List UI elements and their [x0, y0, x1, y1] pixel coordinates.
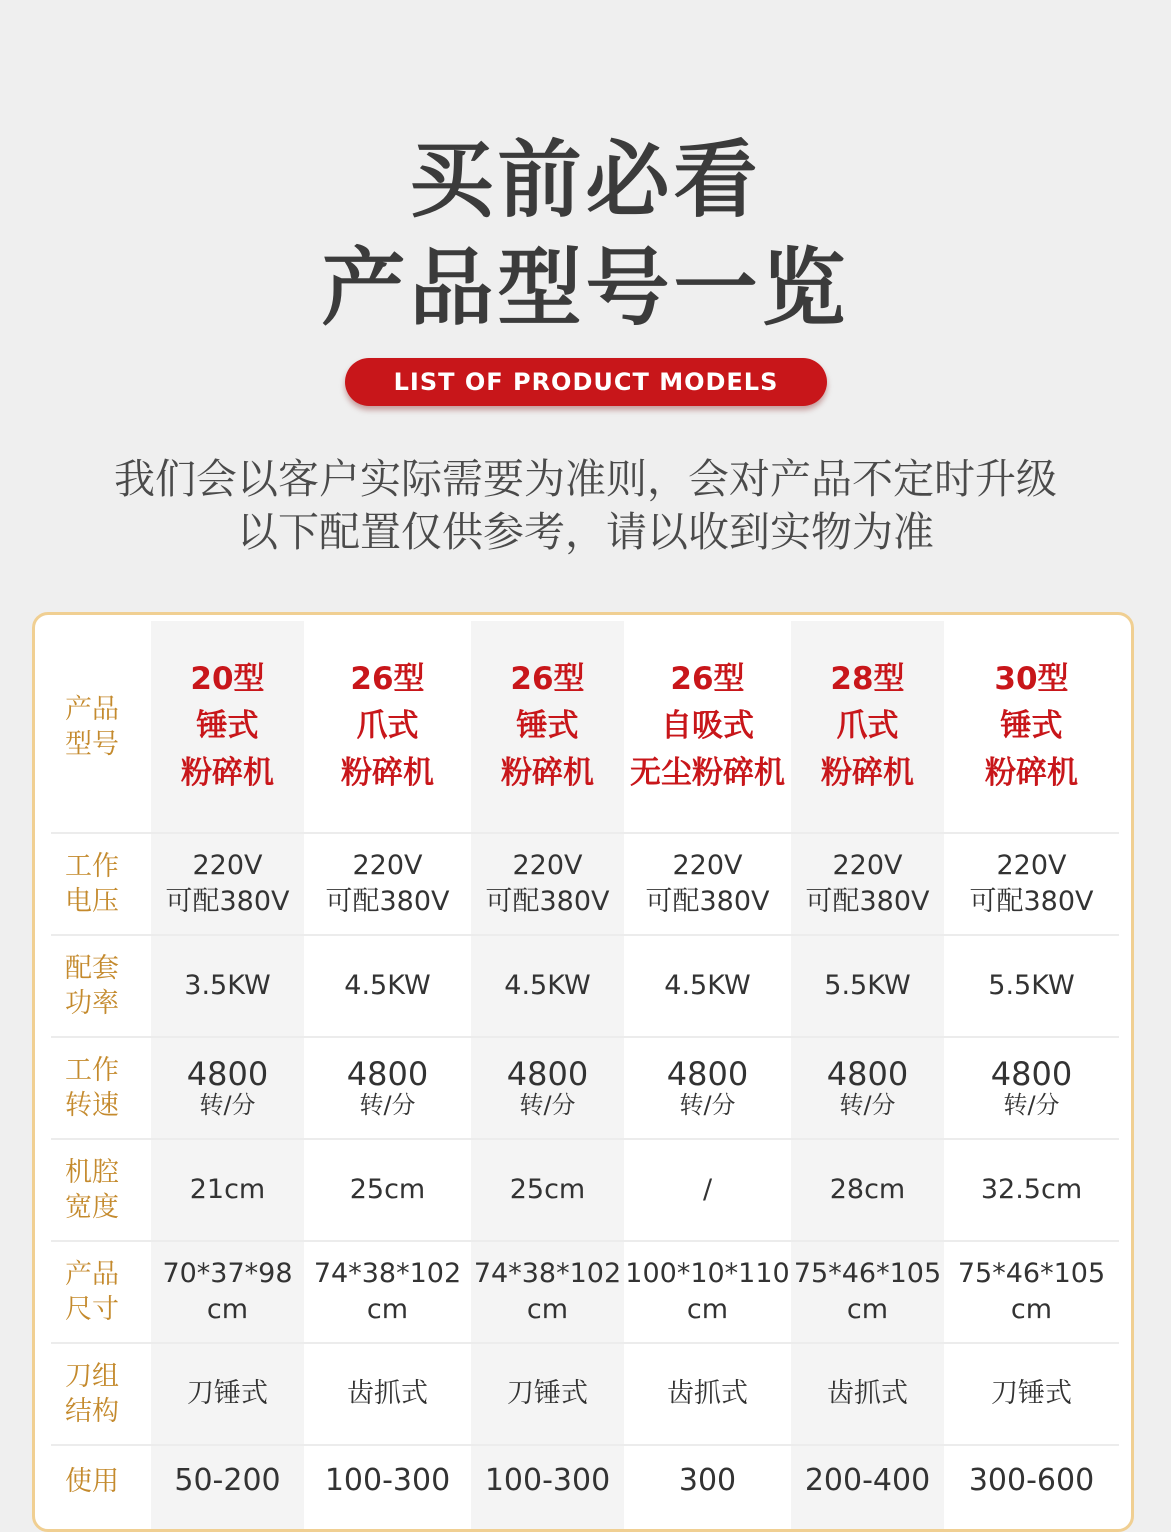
size-cell [944, 1241, 1119, 1343]
row-label-voltage [51, 833, 151, 935]
row-label-line: 电压 [65, 886, 119, 917]
model-type: 锤式 [1000, 708, 1063, 744]
model-size: 26型 [670, 661, 745, 697]
size-cell [304, 1241, 471, 1343]
row-label-line: 结构 [65, 1396, 119, 1427]
row-label-line: 配套 [65, 953, 119, 984]
model-size: 26型 [350, 661, 425, 697]
power-cell: 4.5KW [624, 935, 791, 1037]
model-type: 爪式 [356, 708, 419, 744]
blade-cell: 刀锤式 [944, 1343, 1119, 1445]
usage-cell [944, 1445, 1119, 1532]
model-size: 20型 [190, 661, 265, 697]
row-label-line: 使用 [65, 1466, 119, 1497]
blade-cell: 刀锤式 [151, 1343, 304, 1445]
model-name: 粉碎机 [341, 755, 434, 791]
usage-cell [624, 1445, 791, 1532]
size-row [51, 1241, 1119, 1343]
speed-row [51, 1037, 1119, 1139]
size-value: 75*46*105 [793, 1258, 942, 1289]
model-type: 自吸式 [661, 708, 754, 744]
voltage-option: 可配380V [969, 886, 1094, 917]
speed-value: 4800 [186, 1055, 269, 1093]
row-label-line: 产品 [65, 693, 119, 725]
voltage-cell [944, 833, 1119, 935]
usage-value: 100-300 [324, 1463, 451, 1498]
chamber-cell: 32.5cm [944, 1139, 1119, 1241]
row-label-line: 功率 [65, 988, 119, 1019]
speed-cell [944, 1037, 1119, 1139]
blade-cell: 齿抓式 [624, 1343, 791, 1445]
usage-cell [304, 1445, 471, 1532]
model-type: 锤式 [196, 708, 259, 744]
blade-row [51, 1343, 1119, 1445]
row-label-line: 转速 [65, 1090, 119, 1121]
row-label-chamber [51, 1139, 151, 1241]
spec-table-card [32, 612, 1134, 1532]
usage-cell [791, 1445, 944, 1532]
chamber-cell: 25cm [304, 1139, 471, 1241]
row-label-line: 产品 [65, 1259, 119, 1290]
model-name: 粉碎机 [821, 755, 914, 791]
usage-cell [471, 1445, 624, 1532]
usage-value: 300-600 [968, 1463, 1095, 1498]
model-size: 28型 [830, 661, 905, 697]
list-badge [345, 358, 827, 406]
model-cell [791, 621, 944, 833]
speed-unit: 转/分 [839, 1091, 896, 1119]
power-cell: 5.5KW [944, 935, 1119, 1037]
model-name: 粉碎机 [985, 755, 1078, 791]
row-label-model [51, 621, 151, 833]
speed-cell [304, 1037, 471, 1139]
speed-value: 4800 [666, 1055, 749, 1093]
model-type: 爪式 [836, 708, 899, 744]
model-row [51, 621, 1119, 833]
row-label-usage [51, 1445, 151, 1532]
row-label-speed [51, 1037, 151, 1139]
chamber-cell: / [624, 1139, 791, 1241]
spec-table [51, 621, 1119, 1532]
list-badge-label: LIST OF PRODUCT MODELS [393, 368, 779, 396]
row-label-line: 型号 [65, 728, 119, 760]
blade-cell: 刀锤式 [471, 1343, 624, 1445]
row-label-power [51, 935, 151, 1037]
page-subtitle-heading: 产品型号一览 [321, 239, 850, 337]
size-cell [624, 1241, 791, 1343]
speed-unit: 转/分 [679, 1091, 736, 1119]
size-unit: cm [686, 1294, 729, 1325]
model-name: 无尘粉碎机 [630, 755, 785, 791]
blade-cell: 齿抓式 [304, 1343, 471, 1445]
model-name: 粉碎机 [181, 755, 274, 791]
voltage-value: 220V [832, 850, 903, 881]
model-cell [624, 621, 791, 833]
speed-value: 4800 [506, 1055, 589, 1093]
model-size: 26型 [510, 661, 585, 697]
usage-cell [151, 1445, 304, 1532]
row-label-size [51, 1241, 151, 1343]
voltage-option: 可配380V [485, 886, 610, 917]
speed-cell [471, 1037, 624, 1139]
blade-cell: 齿抓式 [791, 1343, 944, 1445]
power-row [51, 935, 1119, 1037]
page-title: 买前必看 [409, 131, 762, 229]
power-cell: 4.5KW [471, 935, 624, 1037]
size-unit: cm [366, 1294, 409, 1325]
usage-value: 100-300 [484, 1463, 611, 1498]
voltage-option: 可配380V [645, 886, 770, 917]
voltage-row [51, 833, 1119, 935]
chamber-cell: 25cm [471, 1139, 624, 1241]
usage-value: 300 [678, 1463, 737, 1498]
speed-unit: 转/分 [1003, 1091, 1060, 1119]
voltage-option: 可配380V [325, 886, 450, 917]
size-value: 100*10*110 [625, 1258, 790, 1289]
size-value: 74*38*102 [473, 1258, 622, 1289]
voltage-cell [151, 833, 304, 935]
notice-line-2: 以下配置仅供参考，请以收到实物为准 [237, 508, 934, 556]
power-cell: 5.5KW [791, 935, 944, 1037]
row-label-line: 工作 [65, 851, 119, 882]
voltage-value: 220V [996, 850, 1067, 881]
model-size: 30型 [994, 661, 1069, 697]
size-value: 75*46*105 [957, 1258, 1106, 1289]
model-type: 锤式 [516, 708, 579, 744]
speed-unit: 转/分 [519, 1091, 576, 1119]
speed-cell [624, 1037, 791, 1139]
model-cell [304, 621, 471, 833]
model-name: 粉碎机 [501, 755, 594, 791]
row-label-line: 刀组 [65, 1361, 119, 1392]
speed-unit: 转/分 [359, 1091, 416, 1119]
usage-value: 50-200 [174, 1463, 281, 1498]
row-label-line: 宽度 [65, 1192, 119, 1223]
voltage-value: 220V [192, 850, 263, 881]
voltage-cell [304, 833, 471, 935]
chamber-cell: 21cm [151, 1139, 304, 1241]
row-label-line: 尺寸 [65, 1294, 119, 1325]
size-unit: cm [1010, 1294, 1053, 1325]
size-value: 70*37*98 [162, 1258, 293, 1289]
row-label-line: 机腔 [65, 1157, 119, 1188]
usage-value: 200-400 [804, 1463, 931, 1498]
voltage-cell [471, 833, 624, 935]
voltage-cell [624, 833, 791, 935]
row-label-blade [51, 1343, 151, 1445]
size-cell [471, 1241, 624, 1343]
size-cell [791, 1241, 944, 1343]
voltage-option: 可配380V [165, 886, 290, 917]
notice-line-1: 我们会以客户实际需要为准则，会对产品不定时升级 [114, 455, 1057, 503]
chamber-cell: 28cm [791, 1139, 944, 1241]
size-value: 74*38*102 [313, 1258, 462, 1289]
power-cell: 3.5KW [151, 935, 304, 1037]
size-unit: cm [526, 1294, 569, 1325]
size-unit: cm [206, 1294, 249, 1325]
model-cell [471, 621, 624, 833]
chamber-row [51, 1139, 1119, 1241]
row-label-line: 工作 [65, 1055, 119, 1086]
voltage-option: 可配380V [805, 886, 930, 917]
voltage-value: 220V [512, 850, 583, 881]
size-unit: cm [846, 1294, 889, 1325]
model-cell [151, 621, 304, 833]
voltage-cell [791, 833, 944, 935]
speed-unit: 转/分 [199, 1091, 256, 1119]
model-cell [944, 621, 1119, 833]
usage-row [51, 1445, 1119, 1532]
speed-cell [151, 1037, 304, 1139]
speed-value: 4800 [990, 1055, 1073, 1093]
speed-cell [791, 1037, 944, 1139]
size-cell [151, 1241, 304, 1343]
power-cell: 4.5KW [304, 935, 471, 1037]
speed-value: 4800 [346, 1055, 429, 1093]
voltage-value: 220V [352, 850, 423, 881]
speed-value: 4800 [826, 1055, 909, 1093]
voltage-value: 220V [672, 850, 743, 881]
